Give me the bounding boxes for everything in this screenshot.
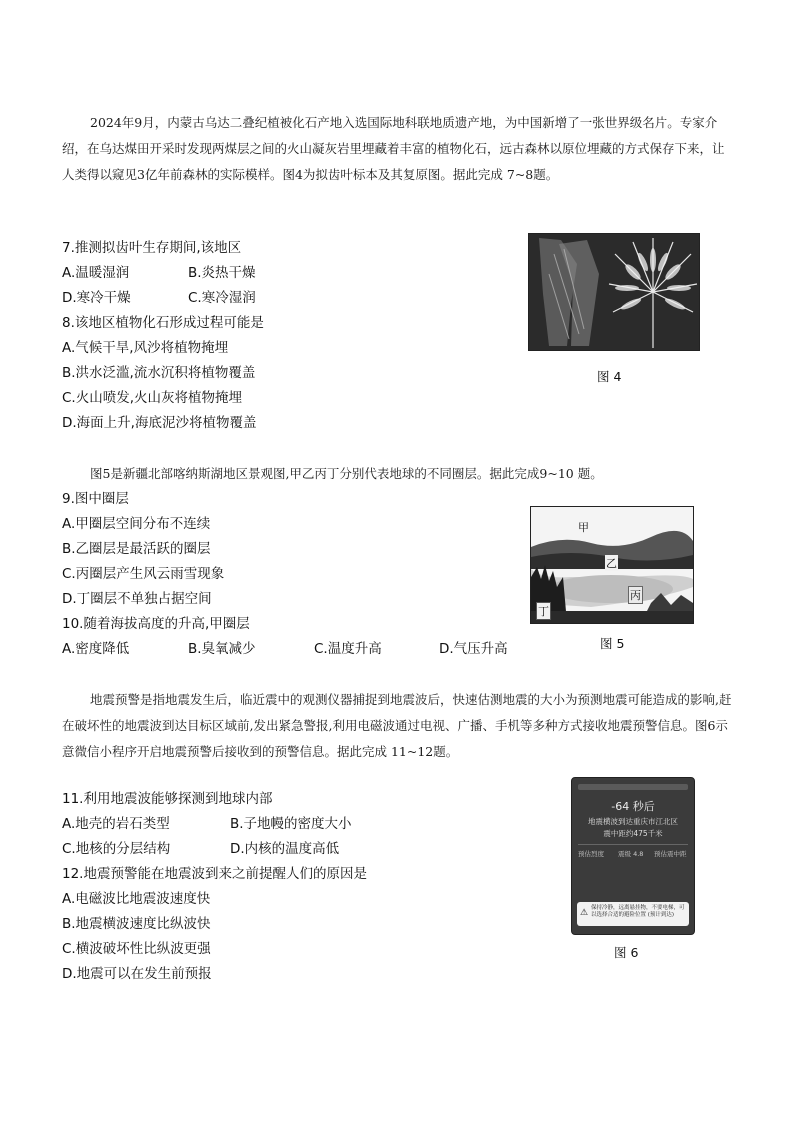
figure-4-image	[528, 233, 700, 351]
option-10a[interactable]: A.密度降低	[62, 641, 130, 657]
label-yi: 乙	[606, 557, 617, 570]
option-11b[interactable]: B.子地幔的密度大小	[230, 816, 352, 832]
info-magnitude: 震级 4.8	[618, 850, 644, 858]
option-8d[interactable]: D.海面上升,海底泥沙将植物覆盖	[62, 415, 257, 431]
option-12c[interactable]: C.横波破坏性比纵波更强	[62, 941, 211, 957]
passage-2	[62, 461, 734, 487]
warning-line-1: 地震横波到达重庆市江北区	[588, 817, 678, 826]
question-9-stem: 9.图中圈层	[62, 491, 129, 507]
question-8-stem: 8.该地区植物化石形成过程可能是	[62, 315, 264, 331]
info-intensity: 预估烈度	[578, 850, 604, 858]
figure-6-image	[571, 777, 695, 935]
option-8a[interactable]: A.气候干旱,风沙将植物掩埋	[62, 340, 229, 356]
label-bing: 丙	[628, 586, 643, 604]
option-7c[interactable]: C.寒冷湿润	[188, 290, 256, 306]
passage-2-text: 图5是新疆北部喀纳斯湖地区景观图,甲乙丙丁分别代表地球的不同圈层。据此完成9~10 题。	[90, 466, 603, 481]
figure-4-caption: 图 4	[597, 369, 622, 384]
figure-5-image	[530, 506, 694, 624]
info-row	[578, 844, 688, 873]
passage-1	[62, 110, 734, 188]
option-12d[interactable]: D.地震可以在发生前预报	[62, 966, 212, 982]
option-9d[interactable]: D.丁圈层不单独占据空间	[62, 591, 212, 607]
option-8c[interactable]: C.火山喷发,火山灰将植物掩埋	[62, 390, 243, 406]
question-11-stem: 11.利用地震波能够探测到地球内部	[62, 791, 273, 807]
option-7d[interactable]: D.寒冷干燥	[62, 290, 131, 306]
passage-1-text: 2024年9月，内蒙古乌达二叠纪植被化石产地入选国际地科联地质遗产地，为中国新增了一张世界级名片。专家介绍，在乌达煤田开采时发现两煤层之间的火山凝灰岩里埋藏着丰富的植物化石，远古森林以原位埋藏的方式保存下来，让人类得以窥见3亿年前森林的实际模样。图4为拟齿叶标本及其复原图。据此完成 7~8题。	[62, 115, 725, 182]
safety-tip-text: 保持冷静，远离悬挂物，不要电梯，可以选择合适的避险位置 (预计到达)	[591, 905, 685, 918]
warning-line-2: 震中距约475千米	[603, 829, 663, 838]
fossil-leaf-illustration	[529, 234, 699, 350]
option-12b[interactable]: B.地震横波速度比纵波快	[62, 916, 211, 932]
passage-3-text: 地震预警是指地震发生后，临近震中的观测仪器捕捉到地震波后，快速估测地震的大小为预测地震可能造成的影响,赶在破坏性的地震波到达目标区域前,发出紧急警报,利用电磁波通过电视、广播、手机等多种方式接收地震预警信息。图6示意微信小程序开启地震预警后接收到的预警信息。据此完成 11~12题。	[62, 692, 732, 759]
option-9a[interactable]: A.甲圈层空间分布不连续	[62, 516, 211, 532]
warning-icon: ⚠	[580, 908, 589, 918]
label-ding: 丁	[536, 602, 551, 620]
option-11a[interactable]: A.地壳的岩石类型	[62, 816, 170, 832]
label-jia: 甲	[578, 521, 589, 534]
option-11d[interactable]: D.内核的温度高低	[230, 841, 340, 857]
option-10b[interactable]: B.臭氧减少	[188, 641, 256, 657]
question-7-stem: 7.推测拟齿叶生存期间,该地区	[62, 240, 242, 256]
option-9c[interactable]: C.丙圈层产生风云雨雪现象	[62, 566, 225, 582]
option-9b[interactable]: B.乙圈层是最活跃的圈层	[62, 541, 211, 557]
option-10d[interactable]: D.气压升高	[439, 641, 508, 657]
info-distance: 预估震中距	[654, 850, 687, 858]
question-10-stem: 10.随着海拔高度的升高,甲圈层	[62, 616, 250, 632]
option-7b[interactable]: B.炎热干燥	[188, 265, 256, 281]
option-11c[interactable]: C.地核的分层结构	[62, 841, 171, 857]
question-12-stem: 12.地震预警能在地震波到来之前提醒人们的原因是	[62, 866, 367, 882]
countdown-text: -64 秒后	[611, 800, 655, 813]
figure-6-caption: 图 6	[614, 945, 639, 960]
figure-5-caption: 图 5	[600, 636, 625, 651]
option-8b[interactable]: B.洪水泛滥,流水沉积将植物覆盖	[62, 365, 256, 381]
safety-tip-box	[577, 902, 689, 926]
passage-3	[62, 687, 734, 765]
option-12a[interactable]: A.电磁波比地震波速度快	[62, 891, 211, 907]
phone-status-bar	[578, 784, 688, 790]
option-10c[interactable]: C.温度升高	[314, 641, 382, 657]
option-7a[interactable]: A.温暖湿润	[62, 265, 130, 281]
